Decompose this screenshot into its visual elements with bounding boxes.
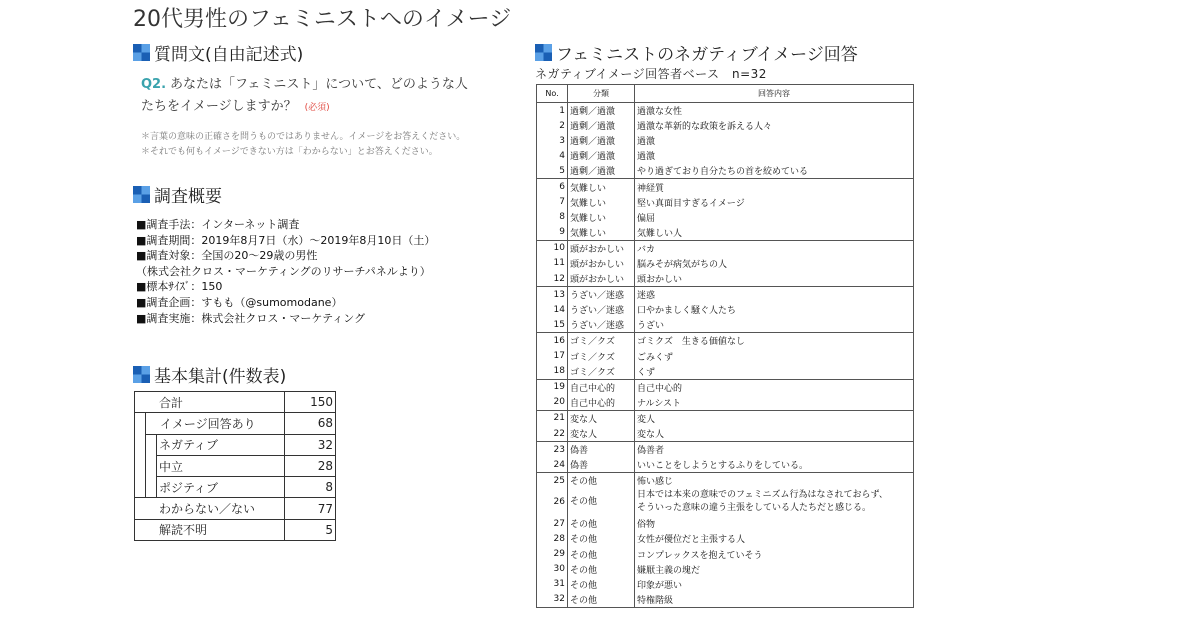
- negative-answers-table: [536, 84, 914, 608]
- row-category: 過剰／過激: [568, 148, 635, 163]
- row-answer: 印象が悪い: [635, 577, 914, 592]
- row-number: 14: [537, 302, 568, 317]
- row-answer: [635, 488, 914, 516]
- row-answer: 口やかましく騒ぐ人たち: [635, 302, 914, 317]
- row-category: 自己中心的: [568, 379, 635, 395]
- square-bullet-icon: [133, 44, 150, 61]
- table-row: [537, 488, 914, 516]
- row-answer: バカ: [635, 240, 914, 256]
- section-heading-label: 基本集計(件数表): [154, 367, 287, 387]
- table-row: [537, 426, 914, 442]
- table-row: [537, 473, 914, 489]
- table-row: [135, 413, 336, 434]
- table-row: [537, 225, 914, 241]
- table-row: [537, 442, 914, 458]
- row-answer: 自己中心的: [635, 379, 914, 395]
- table-row: [537, 256, 914, 271]
- row-category: うざい／迷惑: [568, 302, 635, 317]
- row-category: 気難しい: [568, 225, 635, 241]
- row-number: 10: [537, 240, 568, 256]
- row-number: 6: [537, 179, 568, 195]
- row-answer: 気難しい人: [635, 225, 914, 241]
- question-text: [141, 74, 531, 119]
- summary-value: 8: [285, 477, 336, 498]
- overview-item: ■調査対象：全国の20～29歳の男性: [136, 249, 318, 263]
- table-row: [135, 434, 336, 455]
- table-row: [135, 455, 336, 476]
- row-number: 27: [537, 516, 568, 531]
- table-row: [135, 392, 336, 413]
- row-number: 18: [537, 364, 568, 380]
- row-category: ゴミ／クズ: [568, 349, 635, 364]
- table-row: [537, 349, 914, 364]
- row-category: 過剰／過激: [568, 103, 635, 119]
- row-answer: 女性が優位だと主張する人: [635, 531, 914, 546]
- row-number: 31: [537, 577, 568, 592]
- table-row: [537, 547, 914, 562]
- overview-list: [136, 217, 435, 326]
- row-answer: 偏屈: [635, 210, 914, 225]
- square-bullet-icon: [133, 366, 150, 383]
- summary-label: 解読不明: [135, 519, 285, 540]
- row-category: ゴミ／クズ: [568, 364, 635, 380]
- row-answer-line: 日本では本来の意味でのフェミニズム行為はなされておらず、: [637, 490, 888, 501]
- row-answer: 脳みそが病気がちの人: [635, 256, 914, 271]
- square-bullet-icon: [535, 44, 552, 61]
- table-row: [537, 148, 914, 163]
- table-row: [537, 240, 914, 256]
- table-row: [537, 379, 914, 395]
- table-row: [537, 302, 914, 317]
- row-answer: いいことをしようとするふりをしている。: [635, 457, 914, 473]
- overview-item: ■調査期間：2019年8月7日（水）～2019年8月10日（土）: [136, 233, 436, 247]
- row-category: 気難しい: [568, 195, 635, 210]
- question-line-2: たちをイメージしますか？: [141, 99, 297, 114]
- row-number: 17: [537, 349, 568, 364]
- row-category: 過剰／過激: [568, 133, 635, 148]
- row-answer: 過激: [635, 148, 914, 163]
- row-number: 9: [537, 225, 568, 241]
- row-number: 7: [537, 195, 568, 210]
- summary-table: [134, 391, 336, 541]
- row-category: その他: [568, 547, 635, 562]
- overview-item: ■調査実施：株式会社クロス・マーケティング: [136, 311, 366, 325]
- column-header-category: 分類: [568, 85, 635, 103]
- summary-value: 5: [285, 519, 336, 540]
- row-answer: 頭おかしい: [635, 271, 914, 287]
- row-number: 29: [537, 547, 568, 562]
- table-row: [537, 592, 914, 608]
- overview-item: ■標本ｻｲｽﾞ：150: [136, 280, 223, 294]
- summary-label: ポジティブ: [157, 477, 285, 498]
- summary-label: ネガティブ: [157, 434, 285, 455]
- table-row: [135, 519, 336, 540]
- row-category: その他: [568, 488, 635, 516]
- section-heading-question: [133, 40, 303, 65]
- row-number: 3: [537, 133, 568, 148]
- row-category: 過剰／過激: [568, 163, 635, 179]
- row-category: うざい／迷惑: [568, 287, 635, 303]
- row-number: 11: [537, 256, 568, 271]
- row-category: 過剰／過激: [568, 118, 635, 133]
- row-category: 変な人: [568, 426, 635, 442]
- row-number: 1: [537, 103, 568, 119]
- overview-item: （株式会社クロス・マーケティングのリサーチパネルより）: [136, 264, 431, 278]
- square-bullet-icon: [133, 186, 150, 203]
- row-category: 気難しい: [568, 179, 635, 195]
- overview-item: ■調査企画：すもも（@sumomodane）: [136, 295, 343, 309]
- table-row: [537, 118, 914, 133]
- row-category: その他: [568, 562, 635, 577]
- row-answer: やり過ぎており自分たちの首を絞めている: [635, 163, 914, 179]
- row-category: その他: [568, 592, 635, 608]
- section-heading-overview: [133, 182, 222, 207]
- row-number: 21: [537, 410, 568, 426]
- table-row: [537, 179, 914, 195]
- row-category: うざい／迷惑: [568, 317, 635, 333]
- summary-label: わからない／ない: [135, 498, 285, 519]
- row-category: 偽善: [568, 457, 635, 473]
- table-row: [135, 477, 336, 498]
- table-row: [537, 395, 914, 411]
- row-number: 4: [537, 148, 568, 163]
- row-category: その他: [568, 473, 635, 489]
- summary-value: 150: [285, 392, 336, 413]
- row-category: 気難しい: [568, 210, 635, 225]
- summary-value: 32: [285, 434, 336, 455]
- table-row: [537, 531, 914, 546]
- section-heading-negative: [535, 40, 858, 65]
- row-number: 8: [537, 210, 568, 225]
- row-number: 25: [537, 473, 568, 489]
- row-answer: 変人: [635, 410, 914, 426]
- row-category: 自己中心的: [568, 395, 635, 411]
- table-row: [537, 516, 914, 531]
- table-row: [537, 210, 914, 225]
- row-number: 13: [537, 287, 568, 303]
- row-number: 19: [537, 379, 568, 395]
- row-number: 12: [537, 271, 568, 287]
- row-answer: 特権階級: [635, 592, 914, 608]
- row-number: 26: [537, 488, 568, 516]
- row-number: 22: [537, 426, 568, 442]
- row-answer: くず: [635, 364, 914, 380]
- column-header-answer: 回答内容: [635, 85, 914, 103]
- table-row: [537, 364, 914, 380]
- summary-value: 68: [285, 413, 336, 434]
- summary-label: 合計: [135, 392, 285, 413]
- row-answer: 変な人: [635, 426, 914, 442]
- section-heading-label: フェミニストのネガティブイメージ回答: [556, 45, 858, 65]
- required-badge: (必須): [304, 103, 330, 113]
- table-row: [537, 195, 914, 210]
- row-answer: うざい: [635, 317, 914, 333]
- row-answer: 嫌厭主義の塊だ: [635, 562, 914, 577]
- row-answer: 偽善者: [635, 442, 914, 458]
- row-answer: 迷惑: [635, 287, 914, 303]
- table-row: [537, 133, 914, 148]
- row-number: 2: [537, 118, 568, 133]
- section-heading-label: 質問文(自由記述式): [154, 45, 304, 65]
- row-answer-line: そういった意味の違う主張をしている人たちだと感じる。: [637, 503, 872, 514]
- page-title: 20代男性のフェミニストへのイメージ: [133, 7, 512, 32]
- table-row: [537, 457, 914, 473]
- row-number: 23: [537, 442, 568, 458]
- row-answer: 神経質: [635, 179, 914, 195]
- table-row: [537, 333, 914, 349]
- table-row: [135, 498, 336, 519]
- row-answer: 怖い感じ: [635, 473, 914, 489]
- question-line-1: あなたは「フェミニスト」について、どのような人: [170, 77, 468, 92]
- summary-value: 77: [285, 498, 336, 519]
- row-answer: ナルシスト: [635, 395, 914, 411]
- table-header-row: [537, 85, 914, 103]
- row-category: 変な人: [568, 410, 635, 426]
- summary-label: イメージ回答あり: [146, 413, 285, 434]
- table-row: [537, 271, 914, 287]
- overview-item: ■調査手法：インターネット調査: [136, 218, 300, 231]
- question-note-2: ＊それでも何もイメージできない方は「わからない」とお答えください。: [141, 147, 438, 157]
- row-category: 頭がおかしい: [568, 240, 635, 256]
- column-header-no: No.: [537, 85, 568, 103]
- section-heading-label: 調査概要: [154, 187, 222, 207]
- row-category: その他: [568, 577, 635, 592]
- row-number: 5: [537, 163, 568, 179]
- row-category: その他: [568, 531, 635, 546]
- row-answer: 堅い真面目すぎるイメージ: [635, 195, 914, 210]
- row-number: 16: [537, 333, 568, 349]
- table-row: [537, 562, 914, 577]
- row-answer: コンプレックスを抱えていそう: [635, 547, 914, 562]
- row-number: 30: [537, 562, 568, 577]
- row-number: 28: [537, 531, 568, 546]
- row-answer: ゴミクズ 生きる価値なし: [635, 333, 914, 349]
- row-number: 24: [537, 457, 568, 473]
- table-row: [537, 577, 914, 592]
- row-category: ゴミ／クズ: [568, 333, 635, 349]
- question-number: Q2.: [141, 77, 167, 92]
- row-category: その他: [568, 516, 635, 531]
- table-row: [537, 317, 914, 333]
- row-category: 頭がおかしい: [568, 256, 635, 271]
- summary-value: 28: [285, 455, 336, 476]
- negative-base-label: ネガティブイメージ回答者ベース n=32: [535, 67, 767, 81]
- row-number: 15: [537, 317, 568, 333]
- table-row: [537, 163, 914, 179]
- row-answer: 過激: [635, 133, 914, 148]
- row-answer: 過激な革新的な政策を訴える人々: [635, 118, 914, 133]
- row-category: 頭がおかしい: [568, 271, 635, 287]
- question-note-1: ＊言葉の意味の正確さを問うものではありません。イメージをお答えください。: [141, 132, 466, 142]
- row-number: 20: [537, 395, 568, 411]
- table-row: [537, 410, 914, 426]
- row-answer: 俗物: [635, 516, 914, 531]
- table-row: [537, 287, 914, 303]
- row-number: 32: [537, 592, 568, 608]
- row-category: 偽善: [568, 442, 635, 458]
- row-answer: 過激な女性: [635, 103, 914, 119]
- row-answer: ごみくず: [635, 349, 914, 364]
- section-heading-summary: [133, 362, 286, 387]
- table-row: [537, 103, 914, 119]
- summary-label: 中立: [157, 455, 285, 476]
